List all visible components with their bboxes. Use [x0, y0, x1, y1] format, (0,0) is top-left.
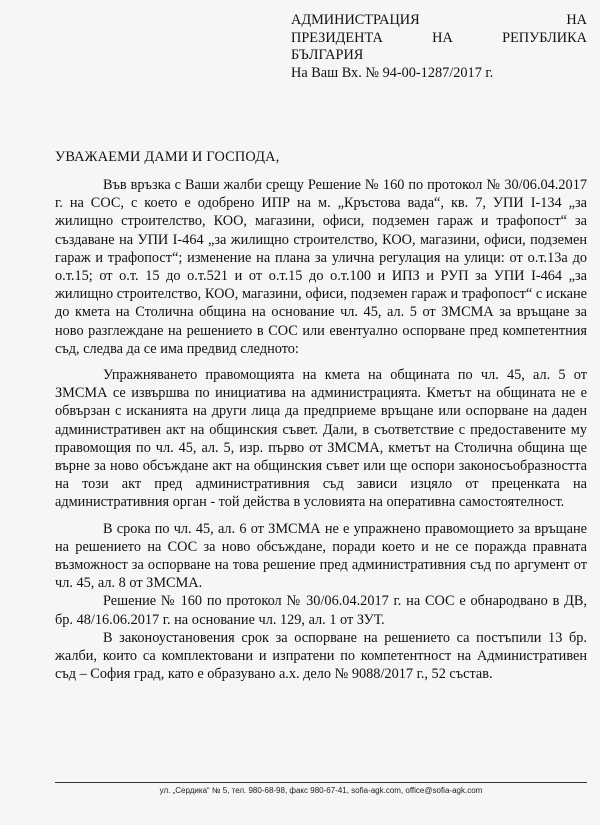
recipient-block — [291, 12, 587, 82]
recipient-line-3: БЪЛГАРИЯ — [291, 47, 364, 63]
paragraph-4: Решение № 160 по протокол № 30/06.04.2017 г. на СОС е обнародвано в ДВ, бр. 48/16.06.2017 г. на основание чл. 129, ал. 1 от ЗУТ. — [55, 593, 587, 628]
footer-divider — [55, 782, 587, 783]
paragraph-1: Във връзка с Ваши жалби срещу Решение № 160 по протокол № 30/06.04.2017 г. на СОС, с което е одобрено ИПР на м. „Кръстова вада“, кв. 7, УПИ І-134 „за жилищно строителство, КОО, магазини, офиси, подземен гараж и трафопост“ за създаване на УПИ І-464 „за жилищно строителство, КОО, магазини, офиси, подземен гараж и трафопост“; изменение на плана за улична регулация на улици: от о.т.13а до о.т.15; от о.т. 15 до о.т.521 и от о.т.15 до о.т.100 и ИПЗ и РУП за УПИ І-464 „за жилищно строителство, КОО, магазини, офиси, подземен гараж и трафопост“ с искане до кмета на Столична община на основание чл. 45, ал. 5 от ЗМСМА за връщане за ново разглеждане на решението в СОС или евентуално оспорване пред компетентния съд, следва да се има предвид следното: — [55, 177, 587, 357]
paragraph-3: В срока по чл. 45, ал. 6 от ЗМСМА не е упражнено правомощието за връщане на решението на СОС за ново обсъждане, поради което и не се поражда правната възможност за оспорване на това решение пред административния съд по аргумент от чл. 45, ал. 8 от ЗМСМА. — [55, 520, 587, 592]
reference-number: На Ваш Вх. № 94-00-1287/2017 г. — [291, 64, 494, 81]
recipient-line-2: ПРЕЗИДЕНТА НА РЕПУБЛИКА — [291, 29, 587, 46]
salutation: УВАЖАЕМИ ДАМИ И ГОСПОДА, — [55, 149, 280, 165]
footer-contacts: ул. „Сердика“ № 5, тел. 980-68-98, факс 980-67-41, sofia-agk.com, office@sofia-agk.com — [159, 786, 483, 795]
recipient-line-1: АДМИНИСТРАЦИЯ НА — [291, 12, 587, 28]
paragraph-5: В законоустановения срок за оспорване на решението са постъпили 13 бр. жалби, които са комплектовани и изпратени по компетентност на Административен съд – София град, като е образувано а.х. дело № 9088/2017 г., 52 състав. — [55, 629, 587, 683]
paragraph-2: Упражняването правомощията на кмета на общината по чл. 45, ал. 5 от ЗМСМА се извършва по инициатива на администрацията. Кметът на общината не е обвързан с исканията на други лица да предприеме връщане или оспорване на даден административен акт на общинския съвет. Дали, в съответствие с предоставените му правомощия по чл. 45, ал. 5, изр. първо от ЗМСМА, кметът на Столична община ще върне за ново обсъждане акт на общинския съвет или ще оспори законосъобразността на този акт пред административния съд зависи изцяло от преценката на административния орган - той действа в условията на оперативна самостоятелност. — [55, 367, 587, 511]
letter-body — [55, 176, 587, 683]
